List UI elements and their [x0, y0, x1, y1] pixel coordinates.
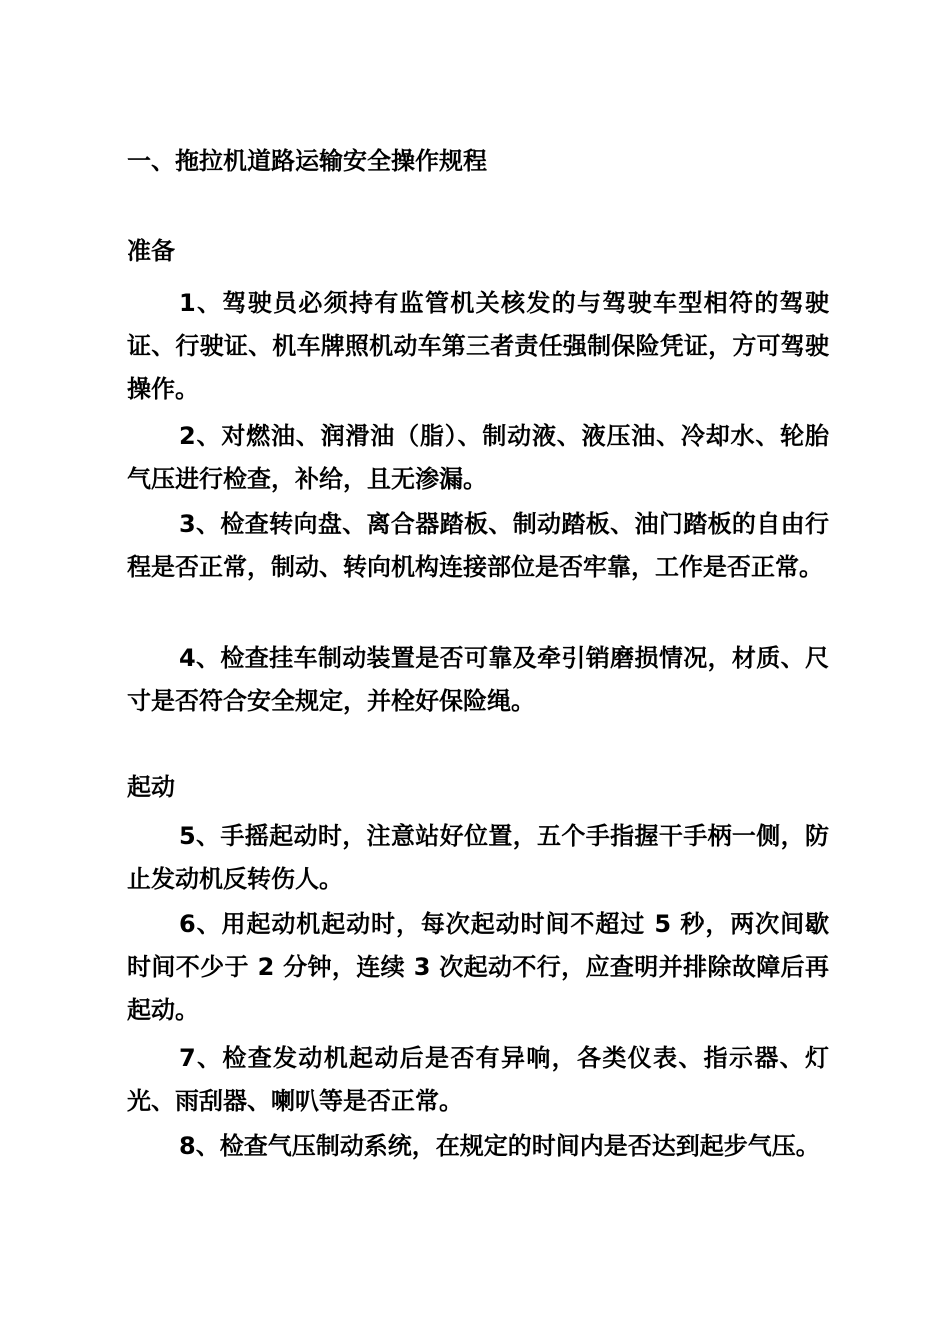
paragraph-4: 4、检查挂车制动装置是否可靠及牵引销磨损情况，材质、尺寸是否符合安全规定，并栓好保险绳。: [127, 644, 829, 715]
section-heading-preparation: 准备: [127, 237, 175, 265]
paragraph-3: 3、检查转向盘、离合器踏板、制动踏板、油门踏板的自由行程是否正常，制动、转向机构连接部位是否牢靠，工作是否正常。: [127, 510, 829, 581]
paragraph-7: 7、检查发动机起动后是否有异响，各类仪表、指示器、灯光、雨刮器、喇叭等是否正常。: [127, 1044, 829, 1115]
paragraph-5: 5、手摇起动时，注意站好位置，五个手指握干手柄一侧，防止发动机反转伤人。: [127, 822, 829, 893]
paragraph-1: 1、驾驶员必须持有监管机关核发的与驾驶车型相符的驾驶证、行驶证、机车牌照机动车第三者责任强制保险凭证，方可驾驶操作。: [127, 289, 829, 403]
section-heading-startup: 起动: [127, 773, 175, 801]
paragraph-8: 8、检查气压制动系统，在规定的时间内是否达到起步气压。: [179, 1132, 820, 1160]
paragraph-2: 2、对燃油、润滑油（脂）、制动液、液压油、冷却水、轮胎气压进行检查，补给，且无渗漏。: [127, 422, 829, 493]
paragraph-6: 6、用起动机起动时，每次起动时间不超过 5 秒，两次间歇时间不少于 2 分钟，连续 3 次起动不行，应查明并排除故障后再起动。: [127, 910, 829, 1024]
document-title: 一、拖拉机道路运输安全操作规程: [127, 147, 487, 175]
